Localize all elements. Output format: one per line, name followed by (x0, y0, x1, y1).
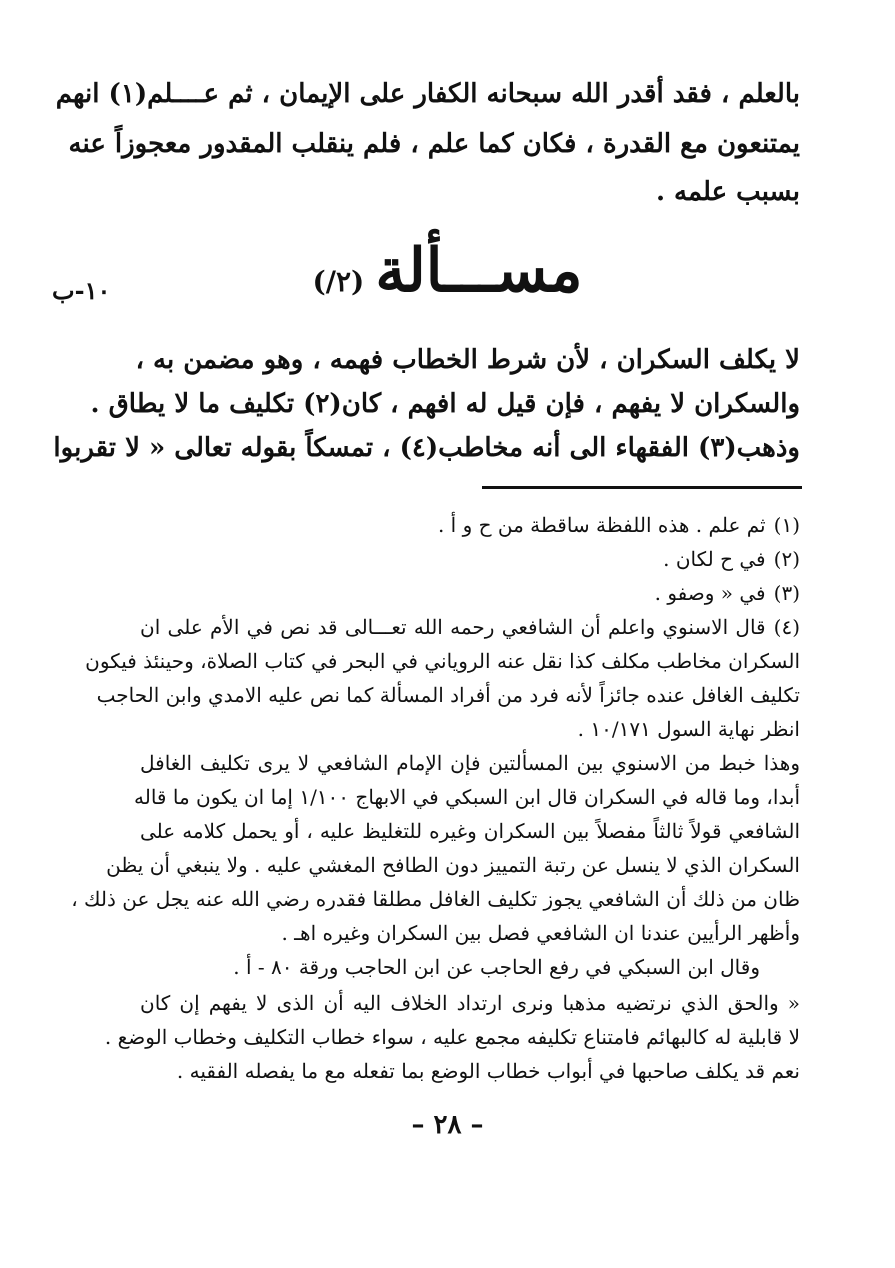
footnote-comment-line-2: أبدا، وما قاله في السكران قال ابن السبكي في الابهاج ١/١٠٠ إما ان يكون ما قاله (134, 785, 800, 809)
footnote-4-number: (٤) (773, 615, 800, 639)
footnote-3 (140, 576, 800, 610)
footnote-quote-line-1: « والحق الذي نرتضيه مذهبا ونرى ارتداد الخلاف اليه أن الذى لا يفهم إن كان (140, 991, 800, 1015)
main-paragraph-line-3: وذهب(٣) الفقهاء الى أنه مخاطب(٤) ، تمسكاً بقوله تعالى « لا تقربوا (53, 433, 800, 463)
main-paragraph-line-2: والسكران لا يفهم ، فإن قيل له افهم ، كان(٢) تكليف ما لا يطاق . (90, 389, 800, 419)
footnote-2-text: في ح لكان . (663, 547, 766, 571)
heading-number: (٢/) (312, 265, 365, 298)
footnote-citation-line: وقال ابن السبكي في رفع الحاجب عن ابن الحاجب ورقة ٨٠ - أ . (233, 955, 760, 979)
top-paragraph-line-2: يمتنعون مع القدرة ، فكان كما علم ، فلم ينقلب المقدور معجوزاً عنه (68, 129, 800, 159)
footnote-quote-line-2: لا قابلية له كالبهائم فامتناع تكليفه مجمع عليه ، سواء خطاب التكليف وخطاب الوضع . (104, 1025, 800, 1049)
footnote-1 (140, 508, 800, 542)
footnote-comment-line-4: السكران الذي لا ينسل عن رتبة التمييز دون الطافح المغشي عليه . ولا ينبغي أن يظن (106, 853, 800, 877)
section-heading (0, 236, 895, 306)
page-number: – ٢٨ – (411, 1110, 484, 1140)
footnote-4-line-2: السكران مخاطب مكلف كذا نقل عنه الروياني في البحر في كتاب الصلاة، وحينئذ فيكون (85, 649, 800, 673)
footnote-2-number: (٢) (773, 547, 800, 571)
footnote-comment-line-6: وأظهر الرأيين عندنا ان الشافعي فصل بين السكران وغيره اهـ . (281, 921, 800, 945)
footnote-1-text: ثم علم . هذه اللفظة ساقطة من ح و أ . (437, 513, 766, 537)
footnote-3-number: (٣) (773, 581, 800, 605)
footnote-3-text: في « وصفو . (654, 581, 766, 605)
footnote-2 (140, 542, 800, 576)
footnote-comment-line-3: الشافعي قولاً ثالثاً مفصلاً بين السكران وغيره للتغليظ عليه ، أو يحمل كلامه على (140, 819, 800, 843)
footnote-4-line-3: تكليف الغافل عنده جائزاً لأنه فرد من أفراد المسألة كما نص عليه الامدي وابن الحاجب (96, 683, 800, 707)
footnote-4-text: قال الاسنوي واعلم أن الشافعي رحمه الله تعـــالى قد نص في الأم على ان (140, 615, 766, 639)
margin-folio-label: ١٠-ب (52, 276, 111, 305)
footnote-comment-line-5: ظان من ذلك أن الشافعي يجوز تكليف الغافل مطلقا فقدره رضي الله عنه يجل عن ذلك ، (71, 887, 800, 911)
top-paragraph-line-3: بسبب علمه . (655, 177, 800, 207)
footnote-1-number: (١) (773, 513, 800, 537)
heading-word: مســـألة (375, 236, 583, 306)
main-paragraph-line-1: لا يكلف السكران ، لأن شرط الخطاب فهمه ، وهو مضمن به ، (135, 345, 800, 375)
footnote-quote-line-3: نعم قد يكلف صاحبها في أبواب خطاب الوضع بما تفعله مع ما يفصله الفقيه . (176, 1059, 800, 1083)
top-paragraph-line-1: بالعلم ، فقد أقدر الله سبحانه الكفار على الإيمان ، ثم عــــلم(١) انهم (55, 79, 800, 109)
footnote-comment-line-1: وهذا خبط من الاسنوي بين المسألتين فإن الإمام الشافعي لا يرى تكليف الغافل (140, 751, 800, 775)
footnote-4 (140, 610, 800, 644)
footnote-4-line-4: انظر نهاية السول ١٠/١٧١ . (577, 717, 800, 741)
footnote-separator (482, 486, 802, 489)
